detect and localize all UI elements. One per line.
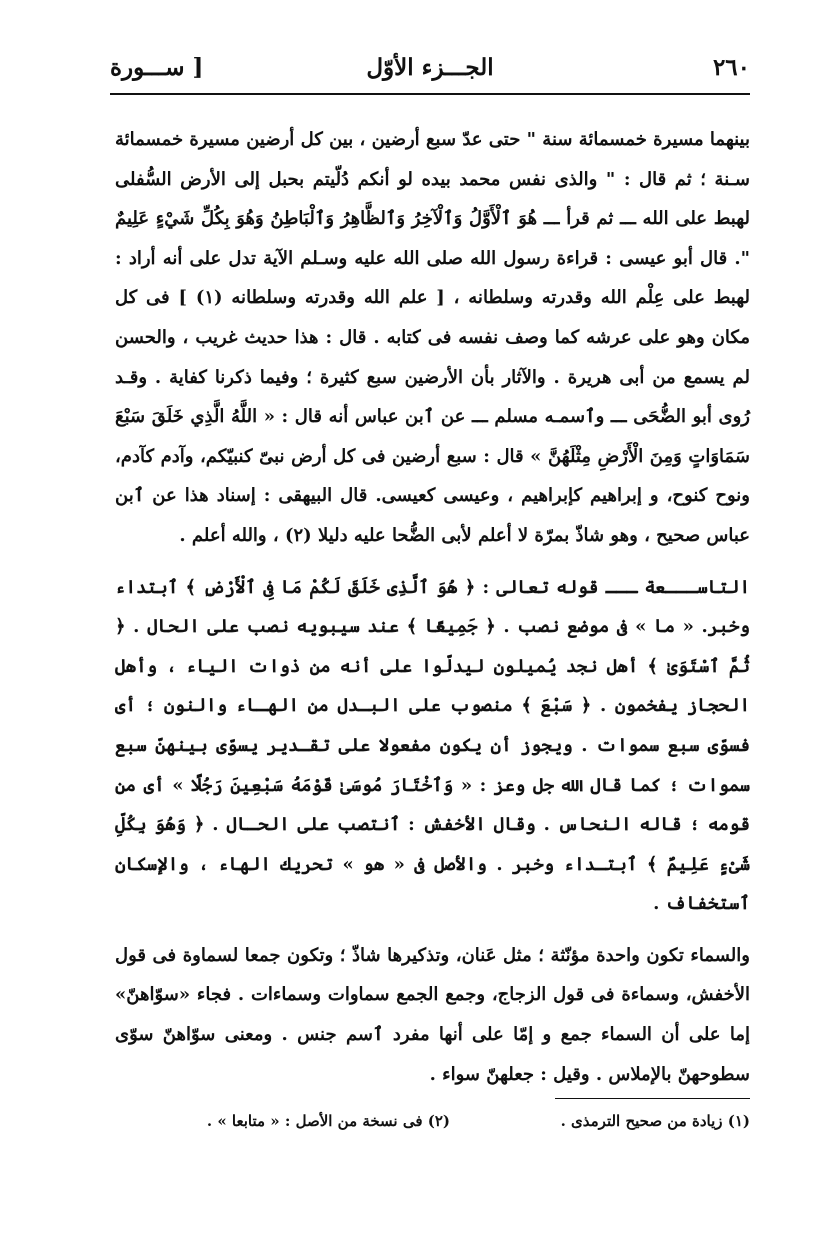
footnote-divider	[555, 1098, 750, 1099]
surah-label: [ ســـورة	[110, 54, 204, 81]
volume-title: الجـــزء الأوّل	[366, 54, 494, 81]
footnotes	[160, 1112, 750, 1142]
page-header	[110, 52, 750, 92]
page-number: ٢٦٠	[712, 54, 750, 81]
main-text	[115, 120, 750, 1094]
paragraph: بينهما مسيرة خمسمائة سنة " حتى عدّ سبع أرضين ، بين كل أرضين مسيرة خمسمائة سـنة ؛ ثم قال : " والذى نفس محمد بيده لو أنكم دُلّيتم بحبل إلى الأرض السُّفلى لهبط على الله ـــ ثم قرأ ـــ هُوَ ٱلْأَوَّلُ وَٱلْآخِرُ وَٱلظَّاهِرُ وَٱلْبَاطِنُ وَهُوَ بِكُلِّ شَيْءٍ عَلِيمٌ ". قال أبو عيسى : قراءة رسول الله صلى الله عليه وسـلم الآية تدل على أنه أراد : لهبط على عِلْم الله وقدرته وسلطانه ، [ علم الله وقدرته وسلطانه (١) ] فى كل مكان وهو على عرشه كما وصف نفسه فى كتابه . قال : هذا حديث غريب ، والحسن لم يسمع من أبى هريرة . والآثار بأن الأرضين سبع كثيرة ؛ وفيما ذكرنا كفاية . وقـد رُوى أبو الضُّحَى ـــ وٱسمـه مسلم ـــ عن ٱبن عباس أنه قال : « اللَّهُ الَّذِي خَلَقَ سَبْعَ سَمَاوَاتٍ وَمِنَ الْأَرْضِ مِثْلَهُنَّ » قال : سبع أرضين فى كل أرض نبىّ كنبيّكم، وآدم كآدم، ونوح كنوح، و إبراهيم كإبراهيم ، وعيسى كعيسى. قال البيهقى : إسناد هذا عن ٱبن عباس صحيح ، وهو شاذّ بمرّة لا أعلم لأبى الضُّحا عليه دليلا (٢) ، والله أعلم .	[115, 129, 751, 546]
header-divider	[110, 93, 750, 95]
paragraph: والسماء تكون واحدة مؤنّثة ؛ مثل عَنان، وتذكيرها شاذّ ؛ وتكون جمعا لسماوة فى قول الأخفش، وسماءة فى قول الزجاج، وجمع الجمع سماوات وسماءات . فجاء «سوّاهنّ» إما على أن السماء جمع و إمّا على أنها مفرد ٱسم جنس . ومعنى سوّاهنّ سوّى سطوحهنّ بالإملاس . وقيل : جعلهنّ سواء .	[115, 944, 750, 1085]
paragraph: التاســـعة ـــ قوله تعالى : ﴿ هُوَ ٱلَّذِى خَلَقَ لَكُمْ مَا فِى ٱلْأَرْضِ ﴾ ٱبتداء وخبر. « ما » فى موضع نصب . ﴿ جَمِيعًا ﴾ عند سيبويه نصب على الحال . ﴿ ثُمَّ ٱسْتَوَىٰ ﴾ أهل نجد يُميلون ليدلّوا على أنه من ذوات الياء ، وأهل الحجاز يفخمون . ﴿ سَبْعَ ﴾ منصوب على البـدل من الهـاء والنون ؛ أى فسوّى سبع سموات . ويجوز أن يكون مفعولا على تقـدير يسوّى بينهنّ سبع سموات ؛ كما قال الله جل وعز : « وَٱخْتَارَ مُوسَىٰ قَوْمَهُ سَبْعِينَ رَجُلًا » أى من قومه ؛ قاله النحاس . وقال الأخفش : ٱنتصب على الحـال . ﴿ وَهُوَ بِكُلِّ شَىْءٍ عَلِيمٌ ﴾ ٱبتـداء وخبر . والأصل فى « هو » تحريك الهاء ، والإسكان ٱستخفاف .	[115, 576, 750, 915]
footnote-2: (٢) فى نسخة من الأصل : « متابعا » .	[206, 1112, 450, 1130]
footnote-1: (١) زيادة من صحيح الترمذى .	[560, 1112, 750, 1130]
